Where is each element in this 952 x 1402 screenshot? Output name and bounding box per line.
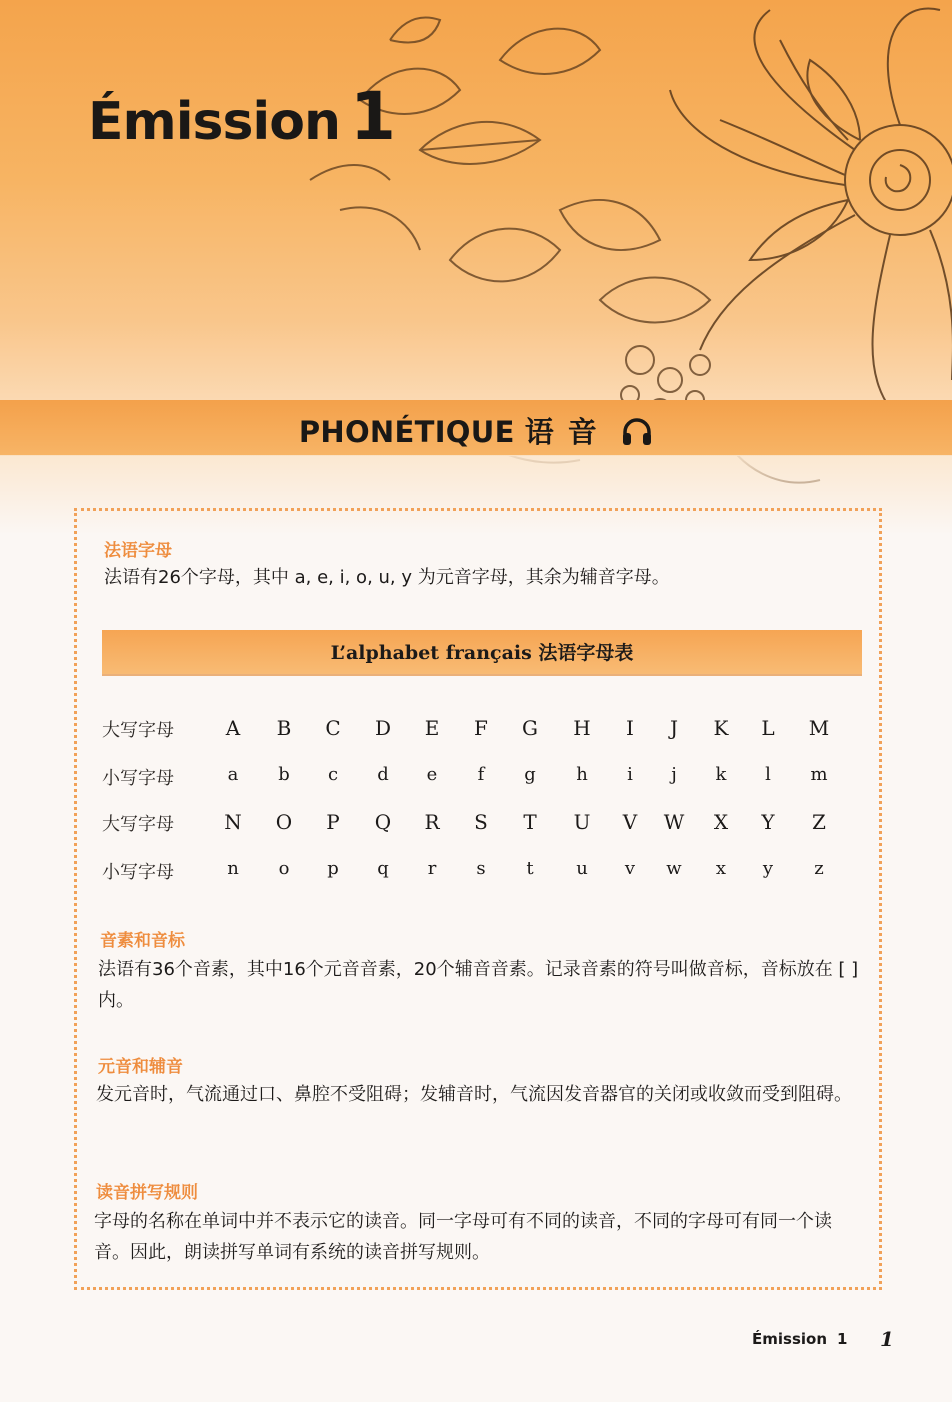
headphones-icon — [621, 416, 653, 446]
alphabet-letter: f — [477, 764, 485, 785]
chapter-number: 1 — [350, 78, 395, 155]
alphabet-letter: H — [573, 716, 591, 740]
phonetique-title-fr: PHONÉTIQUE — [298, 415, 515, 449]
alphabet-row-label: 大写字母 — [102, 814, 174, 835]
alphabet-letter: S — [474, 810, 488, 834]
alphabet-letter: R — [424, 810, 440, 834]
alphabet-letter: N — [224, 810, 242, 834]
alphabet-letter: Q — [374, 810, 392, 834]
alphabet-letter: b — [278, 764, 290, 785]
section-body-vowels-consonants: 发元音时，气流通过口、鼻腔不受阻碍；发辅音时，气流因发音器官的关闭或收敛而受到阻碍。 — [96, 1084, 852, 1105]
alphabet-letter: y — [762, 858, 774, 879]
section-body-phonemes: 法语有36个音素，其中16个元音音素，20个辅音音素。记录音素的符号叫做音标，音标放在 [ ] 内。 — [98, 959, 859, 1011]
alphabet-row-label: 大写字母 — [102, 720, 174, 741]
alphabet-letter: q — [377, 858, 389, 879]
alphabet-letter: l — [765, 764, 771, 785]
content-box — [74, 508, 882, 1290]
alphabet-letter: o — [278, 858, 290, 879]
alphabet-letter: E — [424, 716, 440, 740]
alphabet-letter: t — [526, 858, 534, 879]
alphabet-letter: D — [374, 716, 392, 740]
alphabet-letter: r — [427, 858, 437, 879]
alphabet-letter: u — [576, 858, 588, 879]
alphabet-letter: i — [627, 764, 633, 785]
alphabet-letter: W — [663, 810, 685, 834]
alphabet-letter: k — [715, 764, 727, 785]
alphabet-letter: m — [810, 764, 828, 785]
alphabet-letter: K — [713, 716, 729, 740]
alphabet-letter: s — [476, 858, 486, 879]
alphabet-letter: U — [573, 810, 591, 834]
alphabet-letter: e — [426, 764, 438, 785]
alphabet-letter: M — [808, 716, 830, 740]
section-title-phonemes: 音素和音标 — [100, 931, 185, 951]
alphabet-letter: z — [814, 858, 824, 879]
alphabet-letter: G — [522, 716, 538, 740]
alphabet-row — [102, 810, 862, 842]
footer-chapter-word: Émission — [752, 1330, 827, 1348]
alphabet-letter: a — [227, 764, 239, 785]
alphabet-letter: x — [715, 858, 727, 879]
alphabet-letter: L — [761, 716, 775, 740]
alphabet-row — [102, 716, 862, 748]
section-body-alphabet: 法语有26个字母，其中 a, e, i, o, u, y 为元音字母，其余为辅音字母。 — [104, 567, 670, 588]
alphabet-letter: O — [275, 810, 293, 834]
alphabet-letter: X — [713, 810, 729, 834]
alphabet-letter: j — [671, 764, 677, 785]
alphabet-letter: I — [626, 716, 634, 740]
alphabet-row — [102, 858, 862, 890]
page-number: 1 — [880, 1327, 894, 1351]
section-title-spelling-rules: 读音拼写规则 — [96, 1183, 198, 1203]
alphabet-letter: P — [326, 810, 340, 834]
alphabet-letter: B — [276, 716, 292, 740]
alphabet-letter: J — [669, 716, 679, 740]
footer-chapter-number: 1 — [837, 1330, 848, 1348]
alphabet-letter: Y — [761, 810, 775, 834]
alphabet-letter: d — [377, 764, 389, 785]
alphabet-banner: L’alphabet français 法语字母表 — [102, 630, 862, 676]
section-body-spelling-rules: 字母的名称在单词中并不表示它的读音。同一字母可有不同的读音，不同的字母可有同一个读音。因此，朗读拼写单词有系统的读音拼写规则。 — [94, 1211, 832, 1263]
alphabet-letter: n — [227, 858, 239, 879]
phonetique-title-zh: 语音 — [524, 415, 611, 449]
section-title-vowels-consonants: 元音和辅音 — [98, 1057, 183, 1077]
alphabet-letter: g — [524, 764, 536, 785]
alphabet-letter: T — [523, 810, 537, 834]
section-title-alphabet: 法语字母 — [104, 541, 172, 561]
alphabet-letter: Z — [812, 810, 826, 834]
alphabet-row — [102, 764, 862, 796]
alphabet-letter: C — [325, 716, 341, 740]
footer-chapter-label — [752, 1330, 847, 1348]
alphabet-row-label: 小写字母 — [102, 862, 174, 883]
chapter-word: Émission — [88, 92, 340, 152]
alphabet-letter: V — [622, 810, 638, 834]
chapter-title — [88, 78, 395, 155]
alphabet-letter: w — [666, 858, 682, 879]
alphabet-letter: v — [624, 858, 636, 879]
alphabet-letter: p — [327, 858, 339, 879]
alphabet-row-label: 小写字母 — [102, 768, 174, 789]
alphabet-letter: c — [327, 764, 339, 785]
alphabet-letter: A — [225, 716, 241, 740]
phonetique-title — [0, 410, 952, 451]
alphabet-letter: F — [474, 716, 488, 740]
alphabet-letter: h — [576, 764, 588, 785]
